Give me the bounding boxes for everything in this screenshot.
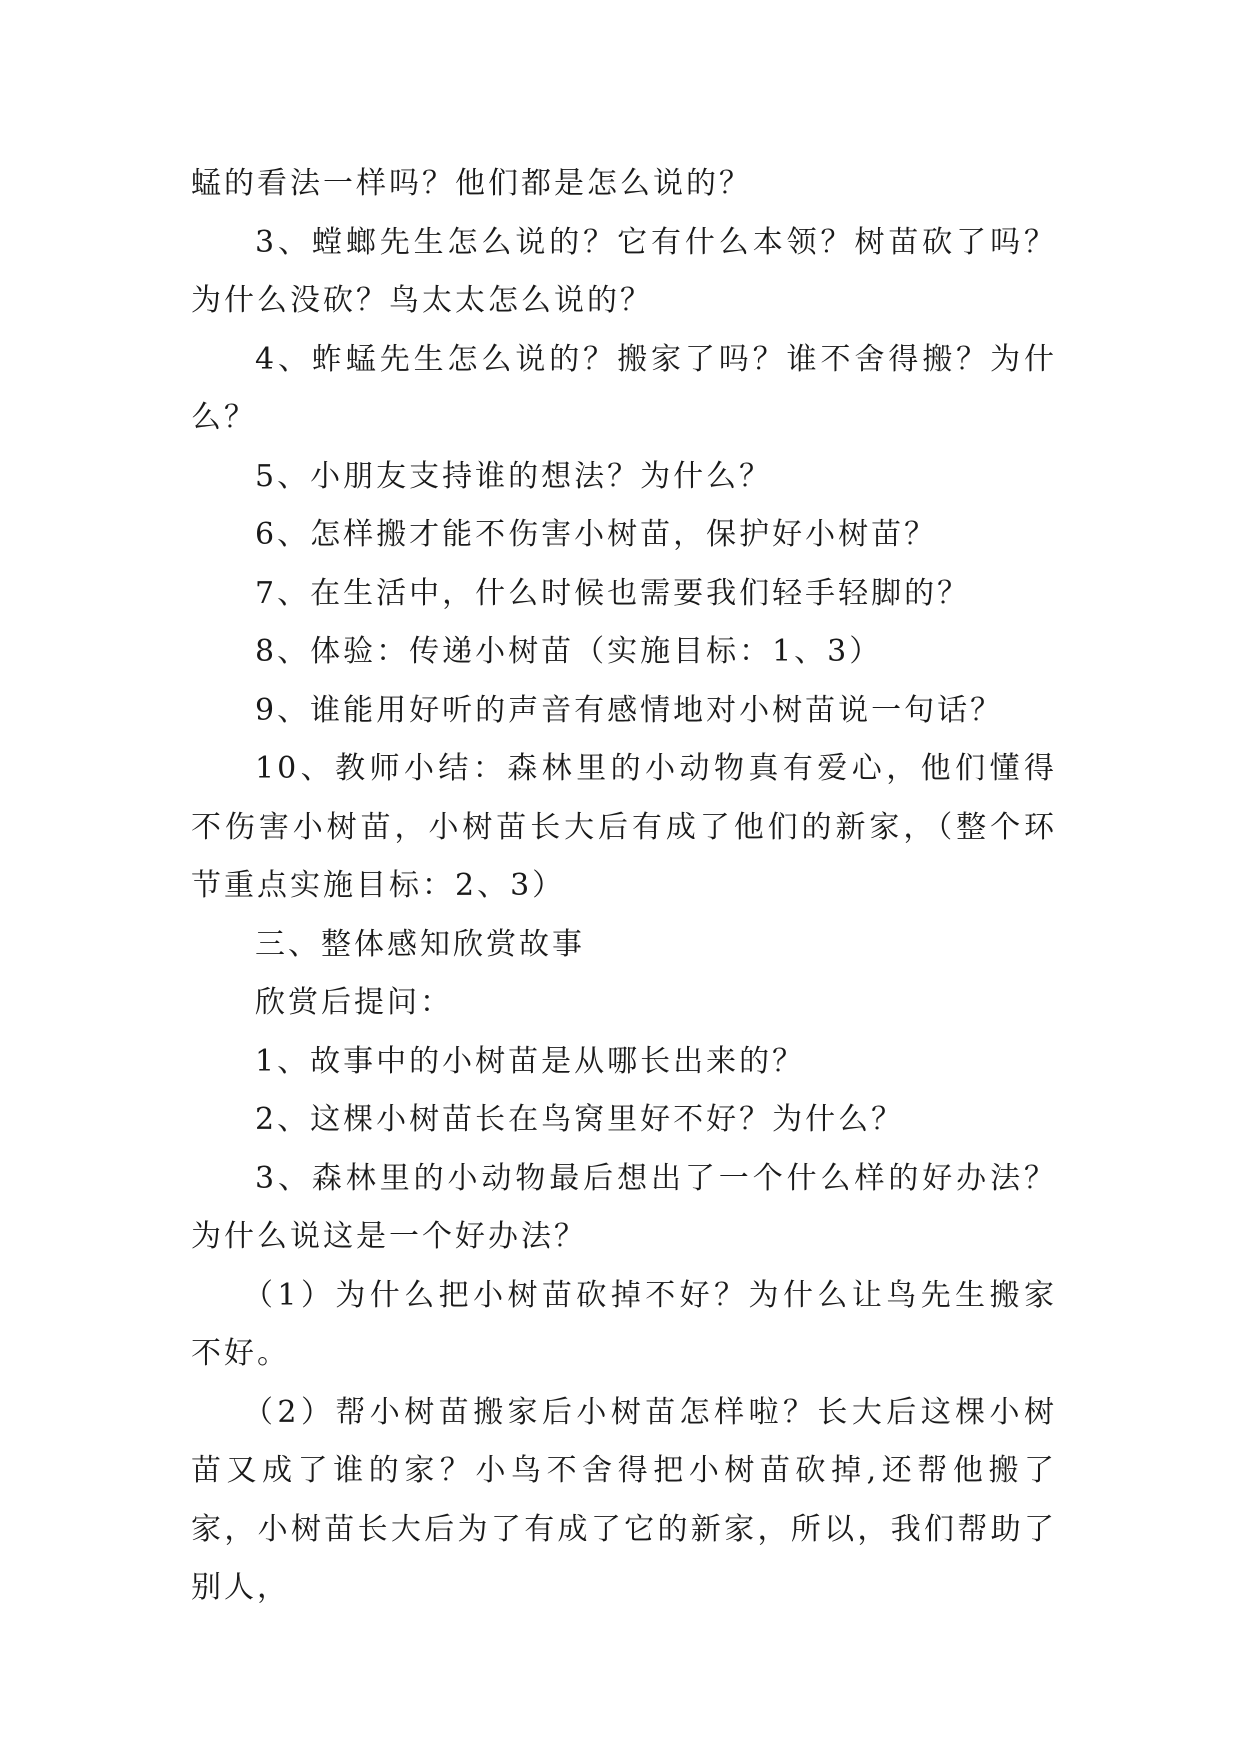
document-body	[191, 155, 1057, 1618]
sub-question-1: （1）为什么把小树苗砍掉不好？为什么让鸟先生搬家不好。	[191, 1277, 1057, 1371]
question-4: 4、蚱蜢先生怎么说的？搬家了吗？谁不舍得搬？为什么？	[191, 341, 1057, 435]
teacher-summary: 10、教师小结：森林里的小动物真有爱心，他们懂得不伤害小树苗，小树苗长大后有成了他们的新家，（整个环节重点实施目标：2、3）	[191, 751, 1057, 903]
story-question-1: 1、故事中的小树苗是从哪长出来的？	[255, 1043, 806, 1079]
story-question-2: 2、这棵小树苗长在鸟窝里好不好？为什么？	[255, 1102, 905, 1137]
paragraph-continued: 蜢的看法一样吗？他们都是怎么说的？	[191, 166, 752, 201]
sub-question-2: （2）帮小树苗搬家后小树苗怎样啦？长大后这棵小树苗又成了谁的家？小鸟不舍得把小树苗砍掉,还帮他搬了家，小树苗长大后为了有成了它的新家，所以，我们帮助了别人，	[191, 1394, 1057, 1605]
question-6: 6、怎样搬才能不伤害小树苗，保护好小树苗？	[255, 517, 938, 552]
story-question-3: 3、森林里的小动物最后想出了一个什么样的好办法？为什么说这是一个好办法？	[191, 1160, 1057, 1254]
question-3: 3、螳螂先生怎么说的？它有什么本领？树苗砍了吗？为什么没砍？鸟太太怎么说的？	[191, 224, 1057, 318]
section-heading-3: 三、整体感知欣赏故事	[255, 926, 585, 962]
question-8: 8、体验：传递小树苗（实施目标：1、3）	[255, 634, 883, 669]
post-appreciation-prompt: 欣赏后提问：	[255, 985, 453, 1020]
question-5: 5、小朋友支持谁的想法？为什么？	[255, 458, 773, 494]
question-9: 9、谁能用好听的声音有感情地对小树苗说一句话？	[255, 692, 1004, 728]
question-7: 7、在生活中，什么时候也需要我们轻手轻脚的？	[255, 575, 971, 611]
